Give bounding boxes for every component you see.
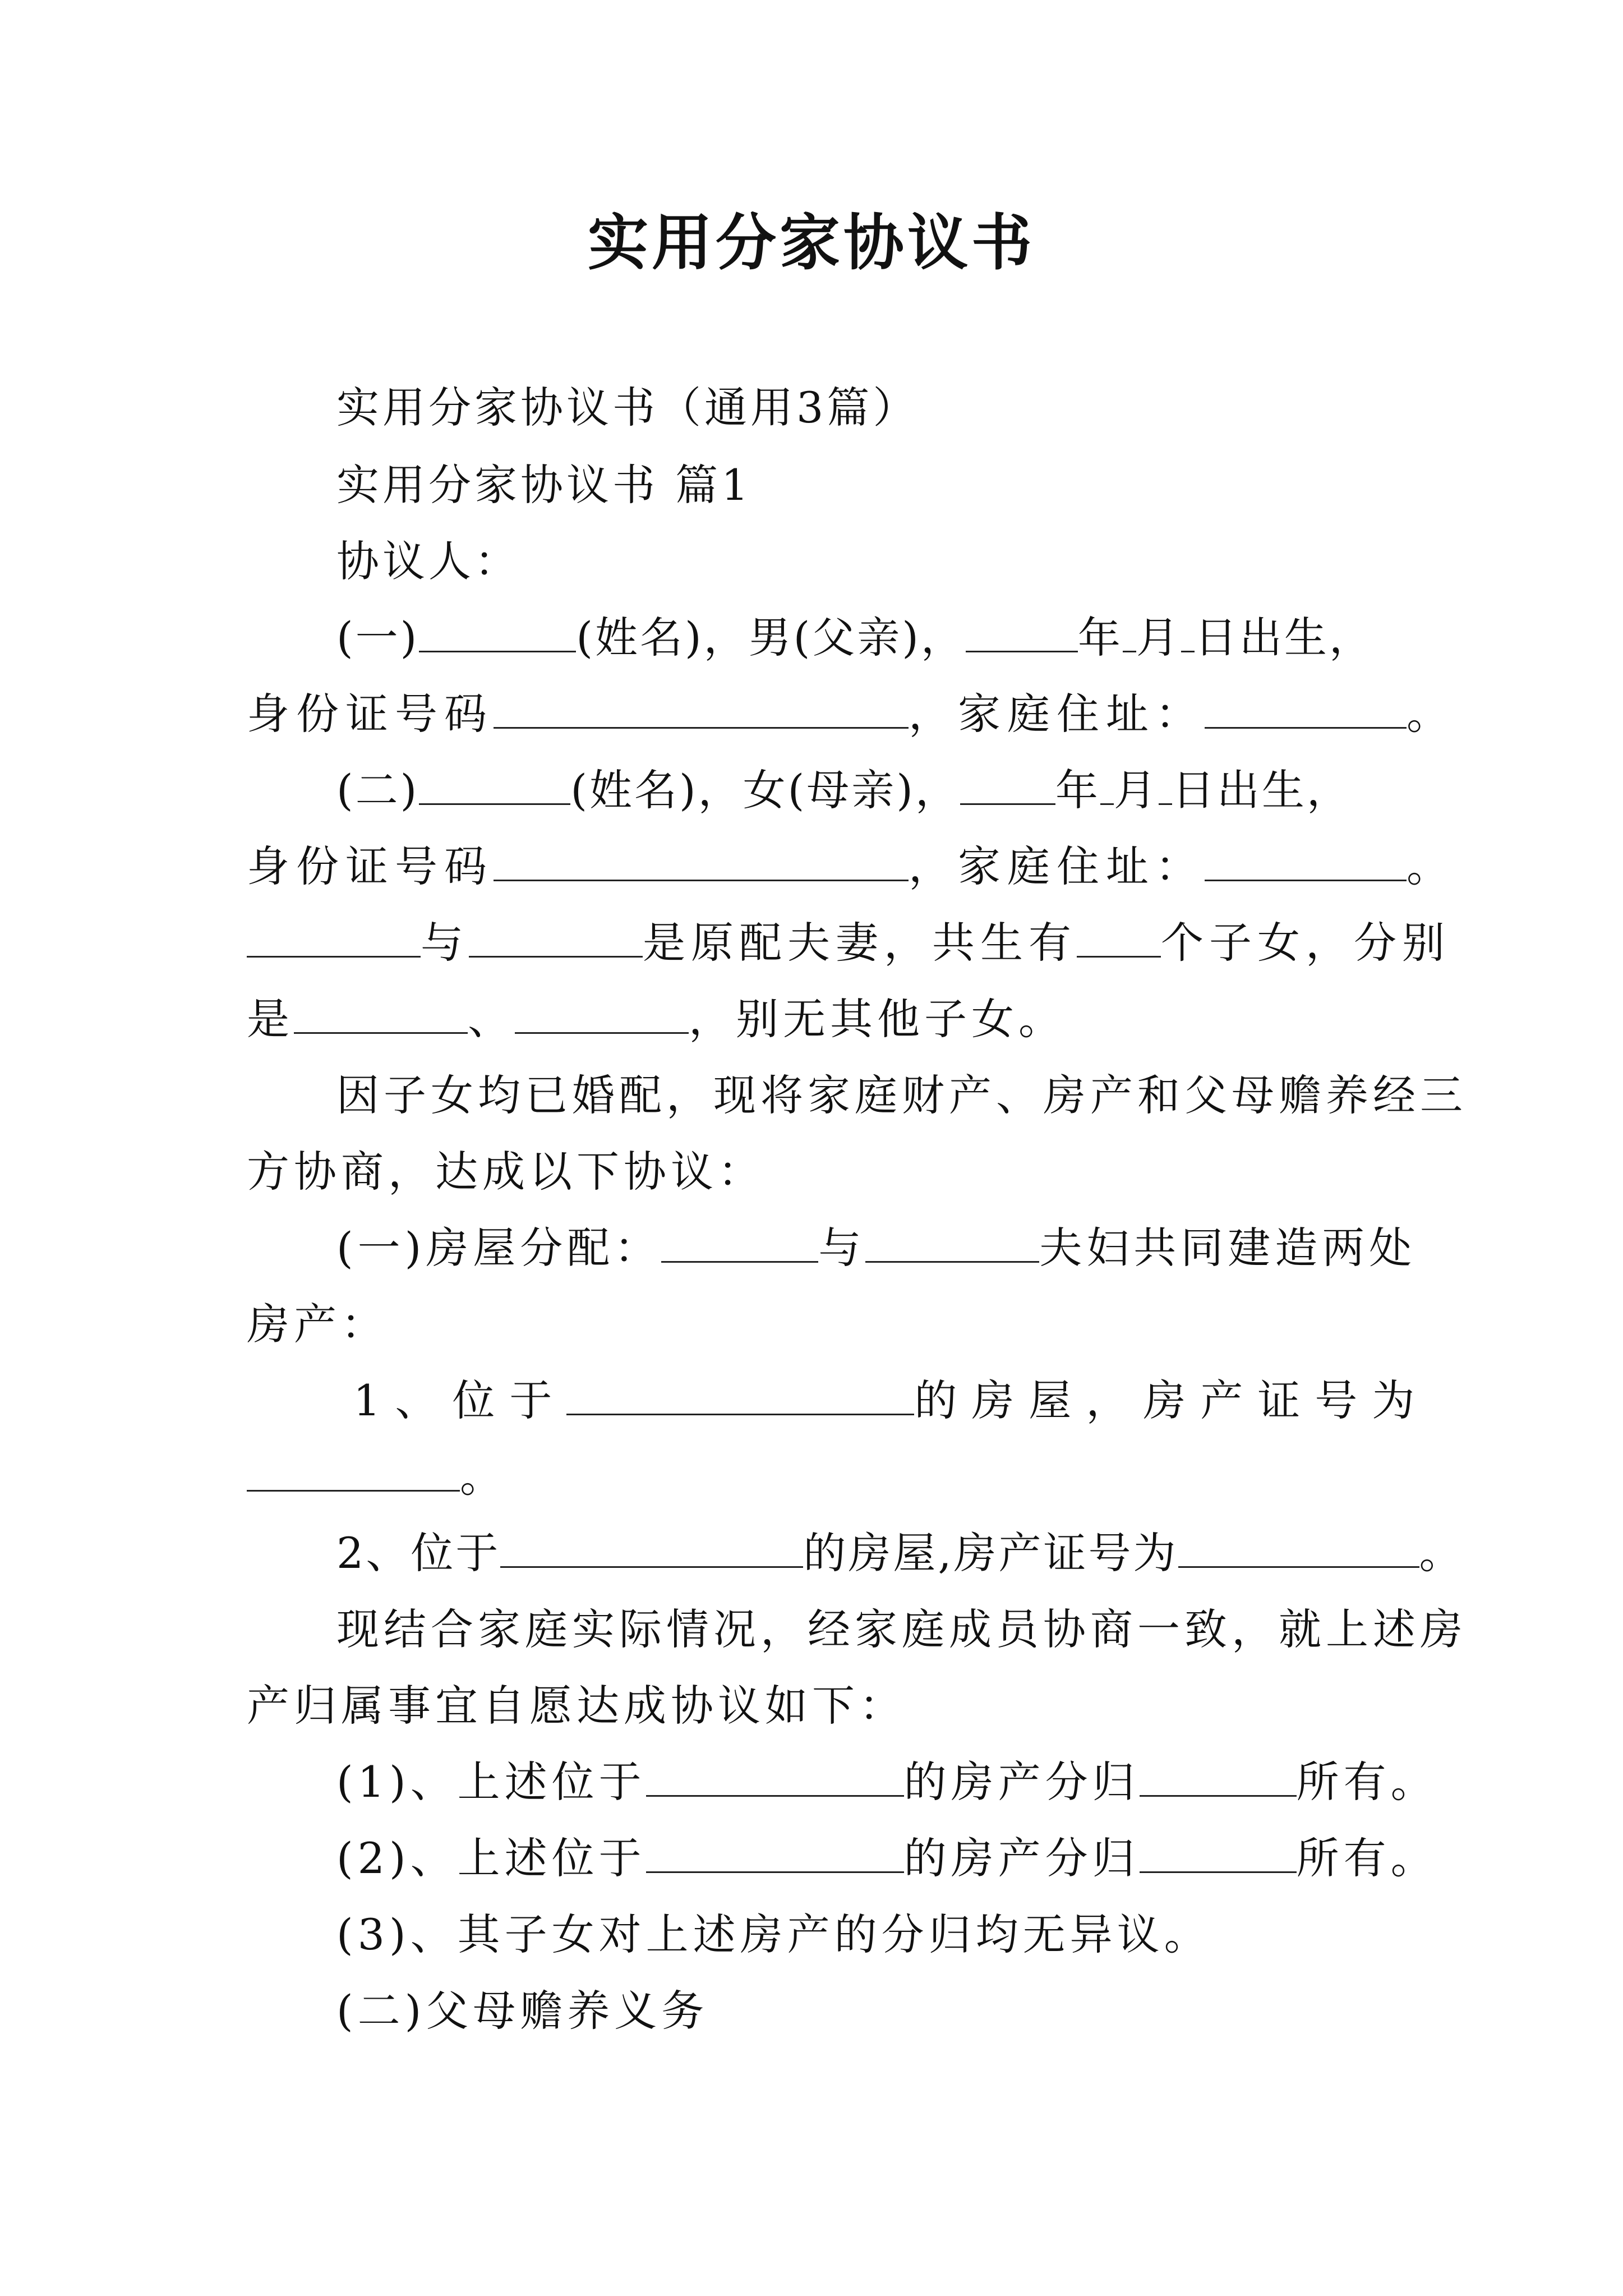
intro-line-1: 因子女均已婚配，现将家庭财产、房产和父母赡养经三 [336, 1070, 1467, 1120]
clause-2: (2)、上述位于 的房产分归 所有。 [336, 1833, 1438, 1883]
year-blank [960, 765, 1055, 805]
name-blank [865, 1223, 1039, 1263]
certificate-number-blank [247, 1452, 460, 1492]
month-blank [1100, 765, 1114, 805]
support-heading: (二)父母赡养义务 [336, 1986, 709, 2036]
intro-line-2: 方协商，达成以下协议： [247, 1147, 765, 1197]
name-blank [661, 1223, 818, 1263]
day-blank [1159, 765, 1172, 805]
house-item-1: 1、位于 的房屋，房产证号为 [353, 1375, 1430, 1425]
document-title: 实用分家协议书 [587, 208, 1035, 278]
name-blank [247, 918, 421, 958]
subtitle: 实用分家协议书（通用3篇） [336, 383, 919, 432]
id-number-blank [494, 689, 909, 729]
house-allocation-line: (一)房屋分配： 与 夫妇共同建造两处 [336, 1223, 1417, 1273]
agreement-line-1: 现结合家庭实际情况，经家庭成员协商一致，就上述房 [336, 1604, 1467, 1654]
certificate-number-blank [1178, 1528, 1419, 1568]
part-heading: 实用分家协议书 篇1 [336, 460, 752, 510]
party-one-id-line: 身份证号码 ，家庭住址： 。 [247, 689, 1456, 739]
agreement-line-2: 产归属事宜自愿达成协议如下： [247, 1681, 906, 1731]
location-blank [500, 1528, 803, 1568]
party-two-line: (二) (姓名)，女(母亲)， 年 月 日出生， [336, 765, 1352, 815]
count-blank [1077, 918, 1161, 958]
party-two-id-line: 身份证号码 ，家庭住址： 。 [247, 841, 1456, 891]
name-blank [419, 765, 570, 805]
location-blank [566, 1375, 914, 1415]
child-name-blank [294, 994, 468, 1034]
year-blank [966, 613, 1078, 652]
address-blank [1205, 841, 1407, 881]
clause-1: (1)、上述位于 的房产分归 所有。 [336, 1757, 1438, 1807]
location-blank [646, 1833, 904, 1873]
party-one-line: (一) (姓名)，男(父亲)， 年 月 日出生， [336, 613, 1374, 662]
children-line: 是 、 ，别无其他子女。 [247, 994, 1066, 1044]
house-item-1-cont: 。 [247, 1446, 507, 1508]
house-item-2: 2、位于 的房屋,房产证号为 。 [336, 1528, 1464, 1578]
name-blank [469, 918, 643, 958]
owner-blank [1140, 1833, 1297, 1873]
parties-label: 协议人： [336, 536, 520, 586]
address-blank [1205, 689, 1407, 729]
clause-3: (3)、其子女对上述房产的分归均无异议。 [336, 1910, 1211, 1959]
location-blank [646, 1757, 904, 1797]
day-blank [1181, 613, 1195, 652]
house-allocation-line-2: 房产： [247, 1299, 388, 1349]
name-blank [419, 613, 576, 652]
month-blank [1123, 613, 1136, 652]
couple-line: 与 是原配夫妻，共生有 个子女，分别 [247, 912, 1450, 974]
id-number-blank [494, 841, 909, 881]
owner-blank [1140, 1757, 1297, 1797]
child-name-blank [515, 994, 689, 1034]
